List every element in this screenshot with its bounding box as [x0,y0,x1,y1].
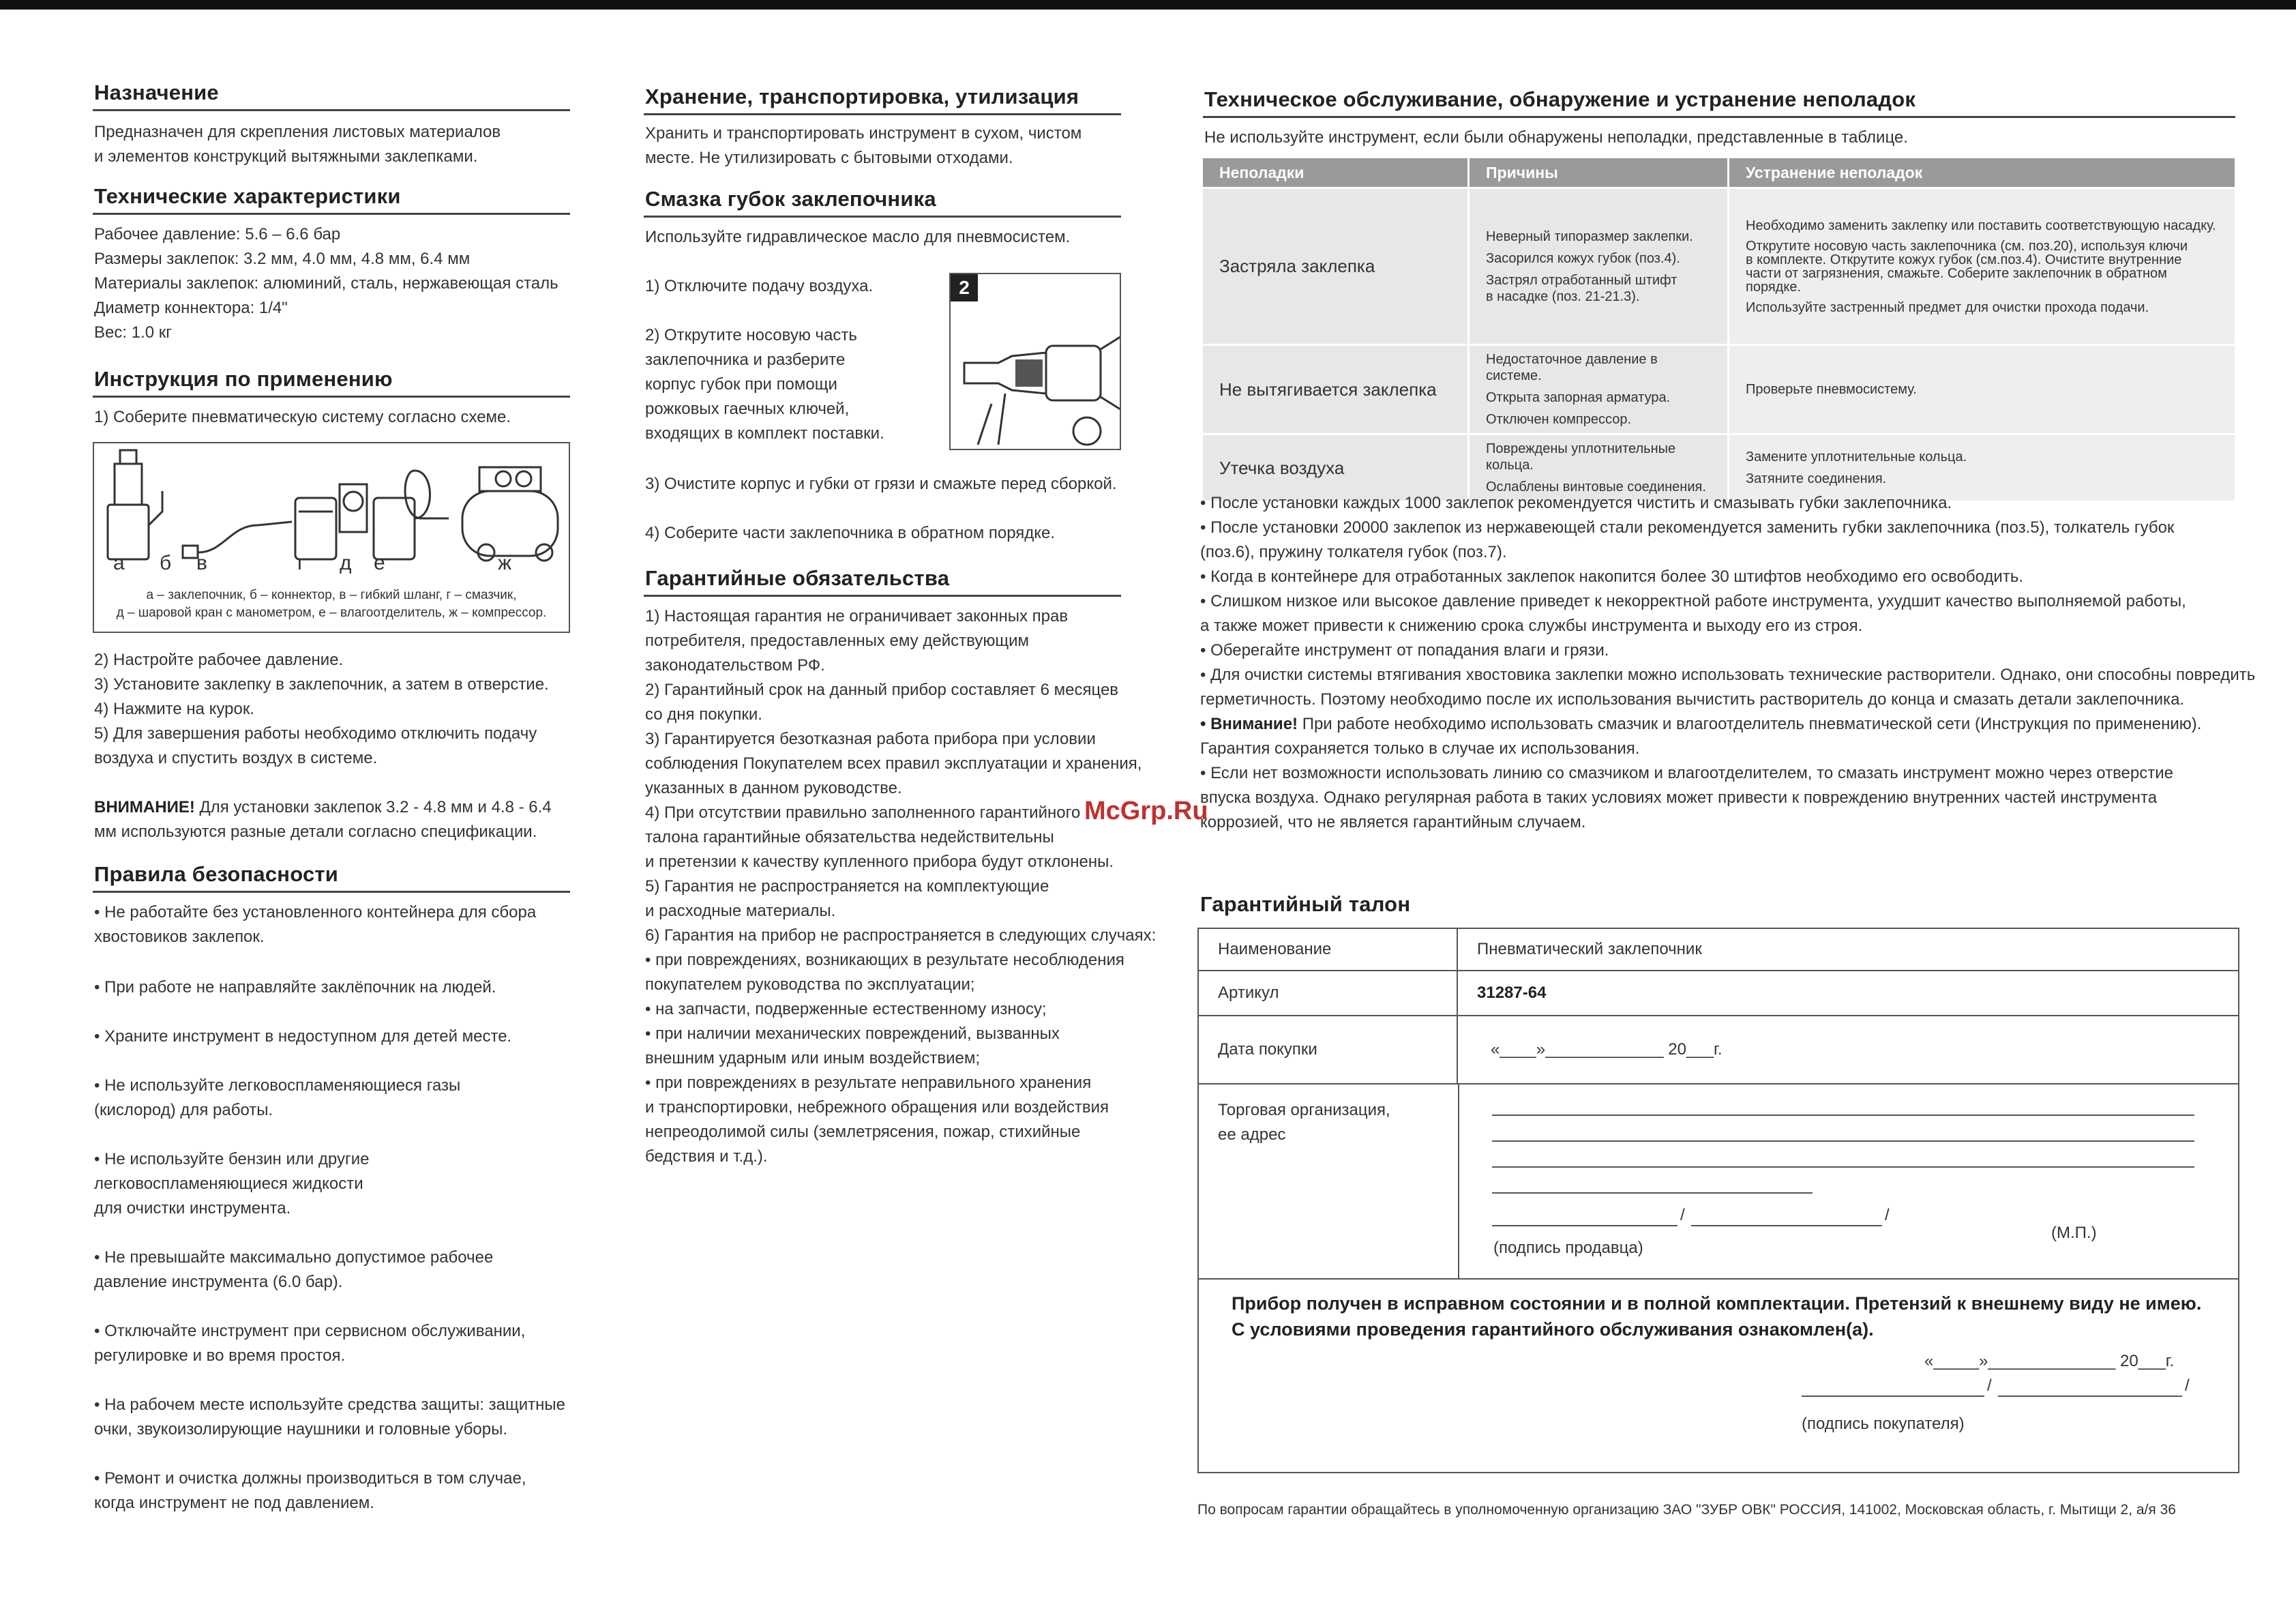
buyer-name-line[interactable] [1998,1396,2182,1397]
pneumatic-system-diagram [93,442,570,633]
shop-section [1199,1084,2238,1280]
coupon-row [1199,1016,2238,1084]
shop-address-line[interactable] [1492,1114,2194,1116]
shop-label: Торговая организация, ее адрес [1218,1101,1390,1144]
problem-cell: Застряла заклепка [1203,188,1469,345]
diagram-label-v: в [196,552,207,574]
cause-cell: Недостаточное давление в системе. Открыта запорная арматура. Отключен компрессор. [1469,345,1729,434]
warning-label: ВНИМАНИЕ! [94,798,195,816]
safety-item: • При работе не направляйте заклёпочник на людей. [94,978,496,996]
maintenance-heading: Техническое обслуживание, обнаружение и устранение неполадок [1204,87,1916,111]
instruction-step-1: 1) Соберите пневматическую систему согласно схеме. [94,408,511,426]
safety-item: • Не работайте без установленного контейнера для сбора хвостовиков заклепок. [94,903,537,946]
maintenance-notes: • После установки каждых 1000 заклепок рекомендуется чистить и смазывать губки заклепочника. • После установки 20000 заклепок из нержавеющей стали рекомендуется заменить губки заклепочника (поз.5), толкатель губок (поз.6), пружину толкателя губок (поз.7). • Когда в контейнере для отработанных заклепок накопится более 30 штифтов необходимо его освободить. • Слишком низкое или высокое давление приведет к некорректной работе инструмента, ухудшит качество выполняемой работы, а также может привести к снижению срока службы инструмента и выходу его из строя. • Оберегайте инструмент от попадания влаги и грязи. • Для очистки системы втягивания хвостовика заклепки можно использовать технические растворители. Однако, они способны повредить герметичность. Поэтому необходимо после их использования вычистить растворитель до конца и смазать детали заклепочника. • Внимание! При работе необходимо использовать смазчик и влагоотделитель пневматической сети (Инструкция по применению). Гарантия сохраняется только в случае их использования. • Если нет возможности использовать линию со смазчиком и влагоотделителем, то смазать инструмент можно через отверстие впуска воздуха. Однако регулярная работа в таких условиях может привести к повреждению внутренних частей инструмента коррозией, что не является гарантийным случаем. [1200,494,2256,831]
heading-rule [1203,116,2235,118]
receipt-statement: Прибор получен в исправном состоянии и в полной комплектации. Претензий к внешнему виду не имею. С условиями проведения гарантийного обслуживания ознакомлен(а). [1232,1293,2202,1340]
purpose-text: Предназначен для скрепления листовых материалов и элементов конструкций вытяжными заклепками. [94,123,501,166]
maintenance-intro: Не используйте инструмент, если были обнаружены неполадки, представленные в таблице. [1204,128,1908,147]
slash: / [1885,1206,1890,1224]
problem-cell: Не вытягивается заклепка [1203,345,1469,434]
riveter-nose-drawing [951,274,1121,450]
safety-item: • Ремонт и очистка должны производиться в том случае, когда инструмент не под давлением. [94,1469,526,1512]
slash: / [1680,1206,1685,1224]
table-header-row [1203,158,2236,188]
article-number: 31287-64 [1477,984,1547,1002]
shop-address-line[interactable] [1492,1166,2194,1168]
shop-address-line[interactable] [1492,1140,2194,1142]
slash: / [2185,1376,2190,1395]
seller-signature-line[interactable] [1492,1225,1678,1226]
diagram-label-d: д [340,552,352,574]
storage-text: Хранить и транспортировать инструмент в сухом, чистом месте. Не утилизировать с бытовыми отходами. [645,124,1082,167]
lubrication-heading: Смазка губок заклепочника [645,187,936,211]
purchase-date-field[interactable]: «____»_____________ 20___г. [1491,1040,1723,1059]
specs-list: Рабочее давление: 5.6 – 6.6 бар Размеры заклепок: 3.2 мм, 4.0 мм, 4.8 мм, 6.4 мм Материалы заклепок: алюминий, сталь, нержавеющая сталь Диаметр коннектора: 1/4" Вес: 1.0 кг [94,225,558,342]
coupon-heading: Гарантийный талон [1200,892,1411,916]
diagram-caption: а – заклепочник, б – коннектор, в – гибкий шланг, г – смазчик, д – шаровой кран с манометром, е – влагоотделитель, ж – компрессор. [116,588,547,620]
slash: / [1987,1376,1992,1395]
coupon-value: Пневматический заклепочник [1477,940,1702,958]
lubrication-step-4: 4) Соберите части заклепочника в обратном порядке. [645,524,1056,542]
table-row [1203,345,2236,434]
coupon-row [1199,929,2238,971]
safety-item: • Не используйте бензин или другие легковоспламеняющиеся жидкости для очистки инструмента. [94,1150,370,1217]
warning-note: ВНИМАНИЕ! Для установки заклепок 3.2 - 4.8 мм и 4.8 - 6.4 мм используются разные детали согласно спецификации. [94,798,552,841]
fix-cell: Замените уплотнительные кольца. Затяните соединения. [1729,434,2236,501]
instruction-steps: 2) Настройте рабочее давление. 3) Установите заклепку в заклепочник, а затем в отверстие. 4) Нажмите на курок. 5) Для завершения работы необходимо отключить подачу воздуха и спустить воздух в системе. [94,651,549,767]
safety-heading: Правила безопасности [94,862,339,886]
heading-rule [93,396,570,398]
seller-name-line[interactable] [1691,1225,1882,1226]
fix-cell: Необходимо заменить заклепку или поставить соответствующую насадку. Открутите носовую часть заклепочника (см. поз.20), используя ключи в комплекте. Открутите кожух губок (см.поз.4). Очистите внутренние части от загрязнения, смажьте. Соберите заклепочник в обратном порядке. Используйте застренный предмет для очистки прохода подачи. [1729,188,2236,345]
buyer-signature-caption: (подпись покупателя) [1802,1415,1965,1433]
coupon-row [1199,971,2238,1016]
coupon-label: Дата покупки [1199,1016,1458,1083]
safety-item: • На рабочем месте используйте средства защиты: защитные очки, звукоизолирующие наушники и головные уборы. [94,1396,565,1438]
shop-address-line[interactable] [1492,1192,1813,1194]
specs-heading: Технические характеристики [94,184,401,208]
safety-item: • Не превышайте максимально допустимое рабочее давление инструмента (6.0 бар). [94,1248,494,1291]
diagram-label-zh: ж [498,552,512,574]
buyer-date-field[interactable]: «_____»______________ 20___г. [1924,1352,2175,1370]
cause-cell: Неверный типоразмер заклепки. Засорился кожух губок (поз.4). Застрял отработанный штифт в насадке (поз. 21-21.3). [1469,188,1729,345]
purpose-heading: Назначение [94,80,219,104]
heading-rule [93,213,570,215]
lubrication-intro: Используйте гидравлическое масло для пневмосистем. [645,228,1071,246]
figure-number: 2 [951,274,978,301]
lubrication-figure [949,273,1121,450]
table-row [1203,188,2236,345]
diagram-label-g: г [297,552,305,574]
instructions-heading: Инструкция по применению [94,367,393,391]
lubrication-step-3: 3) Очистите корпус и губки от грязи и смажьте перед сборкой. [645,475,1117,493]
top-edge-bar [0,0,2296,10]
fix-cell: Проверьте пневмосистему. [1729,345,2236,434]
warranty-heading: Гарантийные обязательства [645,566,950,590]
cause-cell: Повреждены уплотнительные кольца. Ослаблены винтовые соединения. [1469,434,1729,501]
heading-rule [93,109,570,111]
heading-rule [644,216,1121,218]
seller-signature-caption: (подпись продавца) [1493,1239,1643,1257]
header-problem: Неполадки [1203,158,1469,188]
warranty-text: 1) Настоящая гарантия не ограничивает законных прав потребителя, предоставленных ему действующим законодательством РФ. 2) Гарантийный срок на данный прибор составляет 6 месяцев со дня покупки. 3) Гарантируется безотказная работа прибора при условии соблюдения Покупателем всех правил эксплуатации и хранения, указанных в данном руководстве. 4) При отсутствии правильно заполненного гарантийного талона гарантийные обязательства недействительны и претензии к качеству купленного прибора будут отклонены. 5) Гарантия не распространяется на комплектующие и расходные материалы. 6) Гарантия на прибор не распространяется в следующих случаях: • при повреждениях, возникающих в результате несоблюдения покупателем руководства по эксплуатации; • на запчасти, подверженные естественному износу; • при наличии механических повреждений, вызванных внешним ударным или иным воздействием; • при повреждениях в результате неправильного хранения и транспортировки, небрежного обращения или воздействия непреодолимой силы (землетрясения, пожар, стихийные бедствия и т.д.). [645,607,1157,1166]
diagram-label-a: а [113,552,125,574]
lubrication-step-1: 1) Отключите подачу воздуха. [645,277,874,295]
warranty-coupon [1197,928,2239,1473]
safety-item: • Отключайте инструмент при сервисном обслуживании, регулировке и во время простоя. [94,1322,526,1365]
storage-heading: Хранение, транспортировка, утилизация [645,85,1079,108]
coupon-label: Артикул [1199,971,1458,1015]
shop-label-cell [1199,1084,1459,1278]
coupon-label: Наименование [1199,929,1458,970]
troubleshooting-table [1203,158,2237,501]
diagram-label-b: б [160,552,172,574]
heading-rule [644,113,1121,115]
watermark: McGrp.Ru [1084,797,1208,825]
problem-cell: Утечка воздуха [1203,434,1469,501]
lubrication-step-2: 2) Открутите носовую часть заклепочника и разберите корпус губок при помощи рожковых гаечных ключей, входящих в комплект поставки. [645,326,884,443]
safety-item: • Не используйте легковоспламеняющиеся газы (кислород) для работы. [94,1076,461,1119]
buyer-signature-line[interactable] [1802,1396,1984,1397]
diagram-label-e: е [374,552,385,574]
header-fix: Устранение неполадок [1729,158,2236,188]
footer-contact: По вопросам гарантии обращайтесь в уполномоченную организацию ЗАО "ЗУБР ОВК" РОССИЯ, 141002, Московская область, г. Мытищи 2, а/я 36 [1197,1502,2176,1518]
header-cause: Причины [1469,158,1729,188]
heading-rule [93,891,570,893]
attention-label: • Внимание! [1200,715,1298,733]
heading-rule [644,595,1121,597]
stamp-place: (М.П.) [2051,1224,2097,1242]
safety-item: • Храните инструмент в недоступном для детей месте. [94,1027,512,1046]
